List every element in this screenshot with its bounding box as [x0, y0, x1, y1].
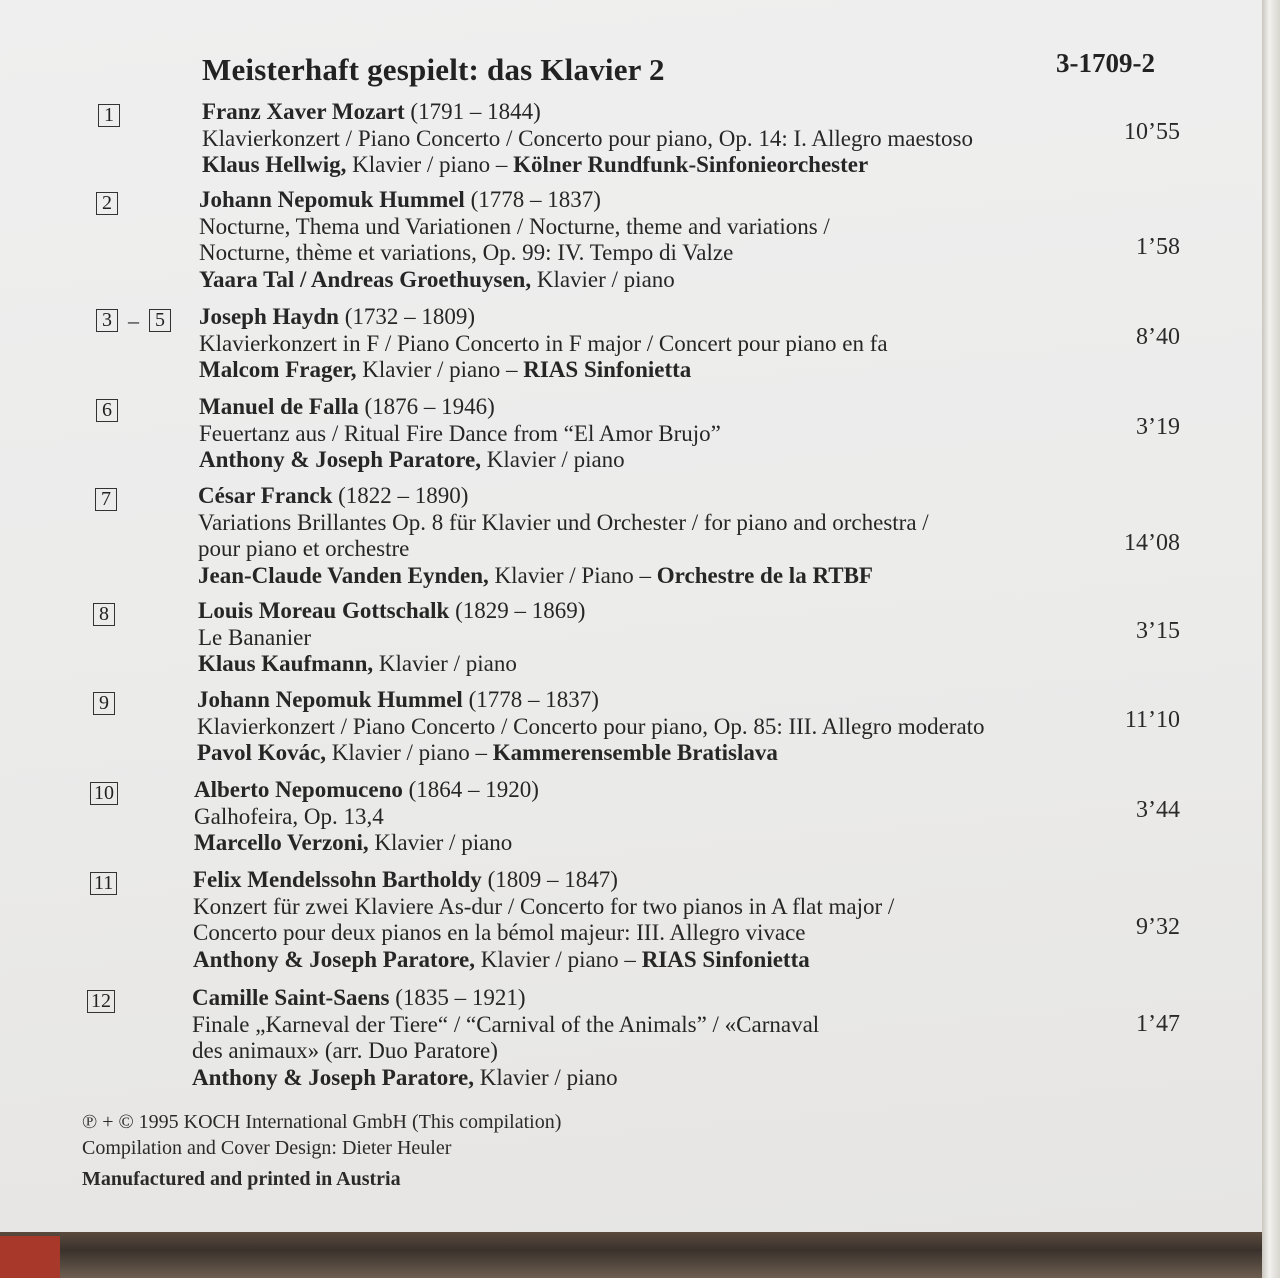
performer-line	[202, 152, 973, 179]
composer-line	[198, 483, 929, 510]
performer-role: Klavier / Piano –	[488, 562, 657, 588]
work-title-line: Konzert für zwei Klaviere As-dur / Concerto for two pianos in A flat major /	[193, 893, 895, 919]
composer-years: (1778 – 1837)	[462, 687, 599, 712]
track-number: 11	[90, 872, 117, 895]
track-number: 7	[95, 488, 117, 511]
composer-years: (1829 – 1869)	[449, 598, 586, 623]
performer-name: Jean-Claude Vanden Eynden,	[198, 562, 489, 588]
ensemble-name: Kölner Rundfunk-Sinfonieorchester	[513, 152, 869, 177]
composer-years: (1822 – 1890)	[332, 483, 469, 508]
composer-name: Manuel de Falla	[199, 394, 359, 419]
track-number: 12	[87, 990, 115, 1013]
performer-role: Klavier / piano	[480, 447, 625, 472]
work-title-line: pour piano et orchestre	[198, 536, 410, 561]
work-title-line: Variations Brillantes Op. 8 für Klavier und Orchester / for piano and orchestra /	[198, 509, 929, 535]
performer-line	[199, 447, 721, 474]
performer-line	[193, 947, 894, 974]
composer-name: Joseph Haydn	[199, 304, 339, 329]
track-text	[198, 483, 929, 589]
composer-name: Franz Xaver Mozart	[202, 99, 405, 124]
ensemble-name: RIAS Sinfonietta	[641, 946, 810, 972]
track-duration: 10’55	[1124, 119, 1180, 145]
track-duration: 1’58	[1136, 234, 1180, 260]
composer-line	[198, 598, 585, 625]
performer-name: Klaus Kaufmann,	[198, 651, 374, 676]
composer-years: (1809 – 1847)	[481, 867, 618, 892]
performer-line	[199, 357, 888, 384]
composer-name: César Franck	[198, 483, 333, 508]
track-number: 1	[98, 104, 120, 127]
composer-line	[202, 99, 973, 126]
work-title-line: Concerto pour deux pianos en la bémol majeur: III. Allegro vivace	[193, 920, 806, 945]
performer-name: Marcello Verzoni,	[194, 830, 369, 855]
track-duration: 3’44	[1136, 797, 1180, 823]
track-text	[202, 99, 973, 179]
performer-role: Klavier / piano	[368, 830, 513, 855]
copyright-line: ℗ + © 1995 KOCH International GmbH (This compilation)	[82, 1111, 562, 1133]
track-range-dash: –	[128, 308, 139, 333]
composer-years: (1778 – 1837)	[464, 187, 601, 212]
track-text	[192, 985, 819, 1091]
composer-years: (1876 – 1946)	[358, 394, 495, 419]
composer-line	[194, 777, 539, 804]
track-duration: 14’08	[1124, 530, 1180, 556]
composer-years: (1835 – 1921)	[389, 985, 526, 1010]
composer-years: (1732 – 1809)	[338, 304, 476, 329]
composer-years: (1864 – 1920)	[402, 777, 539, 802]
performer-role: Klavier / piano	[473, 1064, 618, 1090]
composer-line	[199, 187, 830, 214]
performer-role: Klavier / piano –	[346, 152, 514, 177]
track-duration: 9’32	[1136, 914, 1180, 940]
manufactured-line: Manufactured and printed in Austria	[82, 1168, 401, 1190]
performer-line	[194, 830, 539, 857]
composer-name: Alberto Nepomuceno	[194, 777, 403, 802]
track-text	[197, 687, 985, 767]
performer-name: Pavol Kovác,	[197, 740, 327, 765]
performer-name: Klaus Hellwig,	[202, 152, 347, 177]
track-number-end: 5	[149, 309, 171, 332]
performer-role: Klavier / piano –	[474, 946, 642, 972]
performer-line	[192, 1065, 819, 1092]
track-text	[199, 394, 721, 474]
album-title: Meisterhaft gespielt: das Klavier 2	[202, 52, 665, 87]
performer-name: Yaara Tal / Andreas Groethuysen,	[199, 266, 532, 292]
track-number: 8	[93, 603, 115, 626]
track-duration: 1’47	[1136, 1011, 1180, 1037]
page-edge	[1262, 0, 1280, 1278]
performer-role: Klavier / piano –	[356, 357, 524, 382]
track-duration: 3’15	[1136, 618, 1180, 644]
background-red-object	[0, 1236, 60, 1278]
performer-line	[199, 267, 830, 294]
composer-name: Johann Nepomuk Hummel	[199, 187, 465, 212]
performer-name: Anthony & Joseph Paratore,	[193, 946, 475, 972]
performer-role: Klavier / piano –	[326, 740, 493, 765]
composer-line	[193, 867, 894, 894]
track-number: 10	[90, 782, 118, 805]
ensemble-name: Orchestre de la RTBF	[656, 562, 873, 588]
work-title-line: Nocturne, thème et variations, Op. 99: IV. Tempo di Valze	[199, 240, 734, 265]
work-title-line: Klavierkonzert / Piano Concerto / Concerto pour piano, Op. 14: I. Allegro maestoso	[202, 125, 973, 151]
composer-name: Camille Saint-Saens	[192, 985, 390, 1010]
composer-years: (1791 – 1844)	[404, 99, 541, 124]
performer-name: Anthony & Joseph Paratore,	[199, 447, 481, 472]
work-title-line: Feuertanz aus / Ritual Fire Dance from “El Amor Brujo”	[199, 420, 721, 446]
track-duration: 3’19	[1136, 414, 1180, 440]
work-title-line: des animaux» (arr. Duo Paratore)	[192, 1038, 498, 1063]
track-text	[199, 304, 888, 384]
track-number: 2	[96, 192, 118, 215]
performer-role: Klavier / piano	[373, 651, 517, 676]
composer-line	[199, 304, 888, 331]
work-title-line: Galhofeira, Op. 13,4	[194, 803, 384, 829]
composer-line	[192, 985, 819, 1012]
track-number: 9	[93, 692, 115, 715]
performer-line	[197, 740, 985, 767]
composer-line	[197, 687, 985, 714]
composer-name: Louis Moreau Gottschalk	[198, 598, 450, 623]
track-text	[199, 187, 830, 293]
design-credit: Compilation and Cover Design: Dieter Heuler	[82, 1137, 452, 1159]
work-title-line: Klavierkonzert / Piano Concerto / Concerto pour piano, Op. 85: III. Allegro moderato	[197, 713, 985, 739]
background-table	[0, 1232, 1262, 1278]
track-number: 3	[96, 309, 118, 332]
ensemble-name: Kammerensemble Bratislava	[492, 740, 778, 765]
track-duration: 11’10	[1124, 707, 1180, 733]
composer-name: Felix Mendelssohn Bartholdy	[193, 867, 482, 892]
track-number: 6	[96, 399, 118, 422]
performer-line	[198, 651, 585, 678]
track-text	[198, 598, 585, 678]
performer-line	[198, 563, 929, 590]
track-duration: 8’40	[1136, 324, 1180, 350]
ensemble-name: RIAS Sinfonietta	[523, 357, 692, 382]
work-title-line: Le Bananier	[198, 624, 312, 650]
catalog-number: 3-1709-2	[1056, 48, 1155, 78]
composer-name: Johann Nepomuk Hummel	[197, 687, 463, 712]
composer-line	[199, 394, 721, 421]
track-text	[194, 777, 539, 857]
performer-role: Klavier / piano	[531, 266, 675, 292]
track-text	[193, 867, 894, 973]
work-title-line: Klavierkonzert in F / Piano Concerto in F major / Concert pour piano en fa	[199, 330, 888, 356]
work-title-line: Finale „Karneval der Tiere“ / “Carnival of the Animals” / «Carnaval	[192, 1011, 820, 1037]
work-title-line: Nocturne, Thema und Variationen / Nocturne, theme and variations /	[199, 213, 830, 239]
performer-name: Malcom Frager,	[199, 357, 357, 382]
performer-name: Anthony & Joseph Paratore,	[192, 1064, 474, 1090]
